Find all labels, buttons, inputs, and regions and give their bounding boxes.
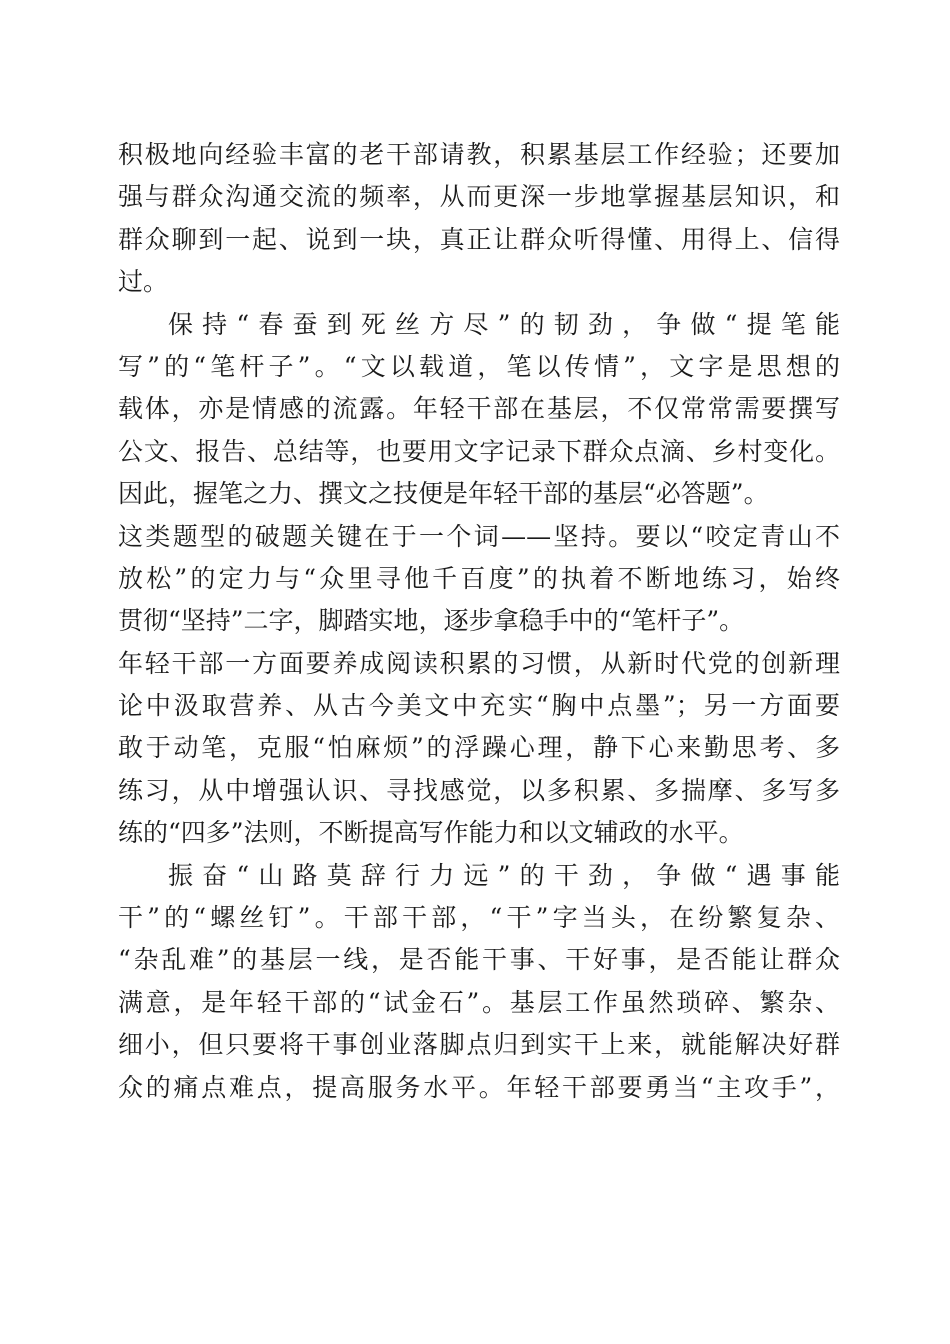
text-line: 众的痛点难点，提高服务水平。年轻干部要勇当“主攻手”， [118,1072,840,1102]
text-line: “杂乱难”的基层一线，是否能干事、干好事，是否能让群众 [118,945,840,975]
text-line: 放松”的定力与“众里寻他千百度”的执着不断地练习，始终 [118,563,840,593]
text-line: 贯彻“坚持”二字，脚踏实地，逐步拿稳手中的“笔杆子”。 [118,606,745,636]
text-line: 过。 [118,267,169,297]
document-body [118,134,840,1109]
text-line: 练习，从中增强认识、寻找感觉，以多积累、多揣摩、多写多 [118,775,840,805]
text-line: 公文、报告、总结等，也要用文字记录下群众点滴、乡村变化。 [118,436,840,466]
text-line: 练的“四多”法则，不断提高写作能力和以文辅政的水平。 [118,818,744,848]
text-line: 写”的“笔杆子”。“文以载道，笔以传情”，文字是思想的 [118,351,840,381]
text-line: 群众聊到一起、说到一块，真正让群众听得懂、用得上、信得 [118,224,840,254]
text-line: 因此，握笔之力、撰文之技便是年轻干部的基层“必答题”。 [118,479,769,509]
paragraph-start-line: 保持“春蚕到死丝方尽”的韧劲，争做“提笔能 [168,309,840,339]
paragraph-start-line: 振奋“山路莫辞行力远”的干劲，争做“遇事能 [168,860,840,890]
text-line: 敢于动笔，克服“怕麻烦”的浮躁心理，静下心来勤思考、多 [118,733,840,763]
text-line: 积极地向经验丰富的老干部请教，积累基层工作经验；还要加 [118,140,840,169]
text-line: 载体，亦是情感的流露。年轻干部在基层，不仅常常需要撰写 [118,394,840,424]
text-line: 满意，是年轻干部的“试金石”。基层工作虽然琐碎、繁杂、 [118,987,840,1017]
text-line: 论中汲取营养、从古今美文中充实“胸中点墨”；另一方面要 [118,691,840,721]
text-line: 年轻干部一方面要养成阅读积累的习惯，从新时代党的创新理 [118,648,840,678]
text-line: 强与群众沟通交流的频率，从而更深一步地掌握基层知识，和 [118,182,840,212]
text-line: 细小，但只要将干事创业落脚点归到实干上来，就能解决好群 [118,1030,840,1060]
text-line: 干”的“螺丝钉”。干部干部，“干”字当头，在纷繁复杂、 [118,903,840,933]
text-line: 这类题型的破题关键在于一个词——坚持。要以“咬定青山不 [118,521,840,551]
